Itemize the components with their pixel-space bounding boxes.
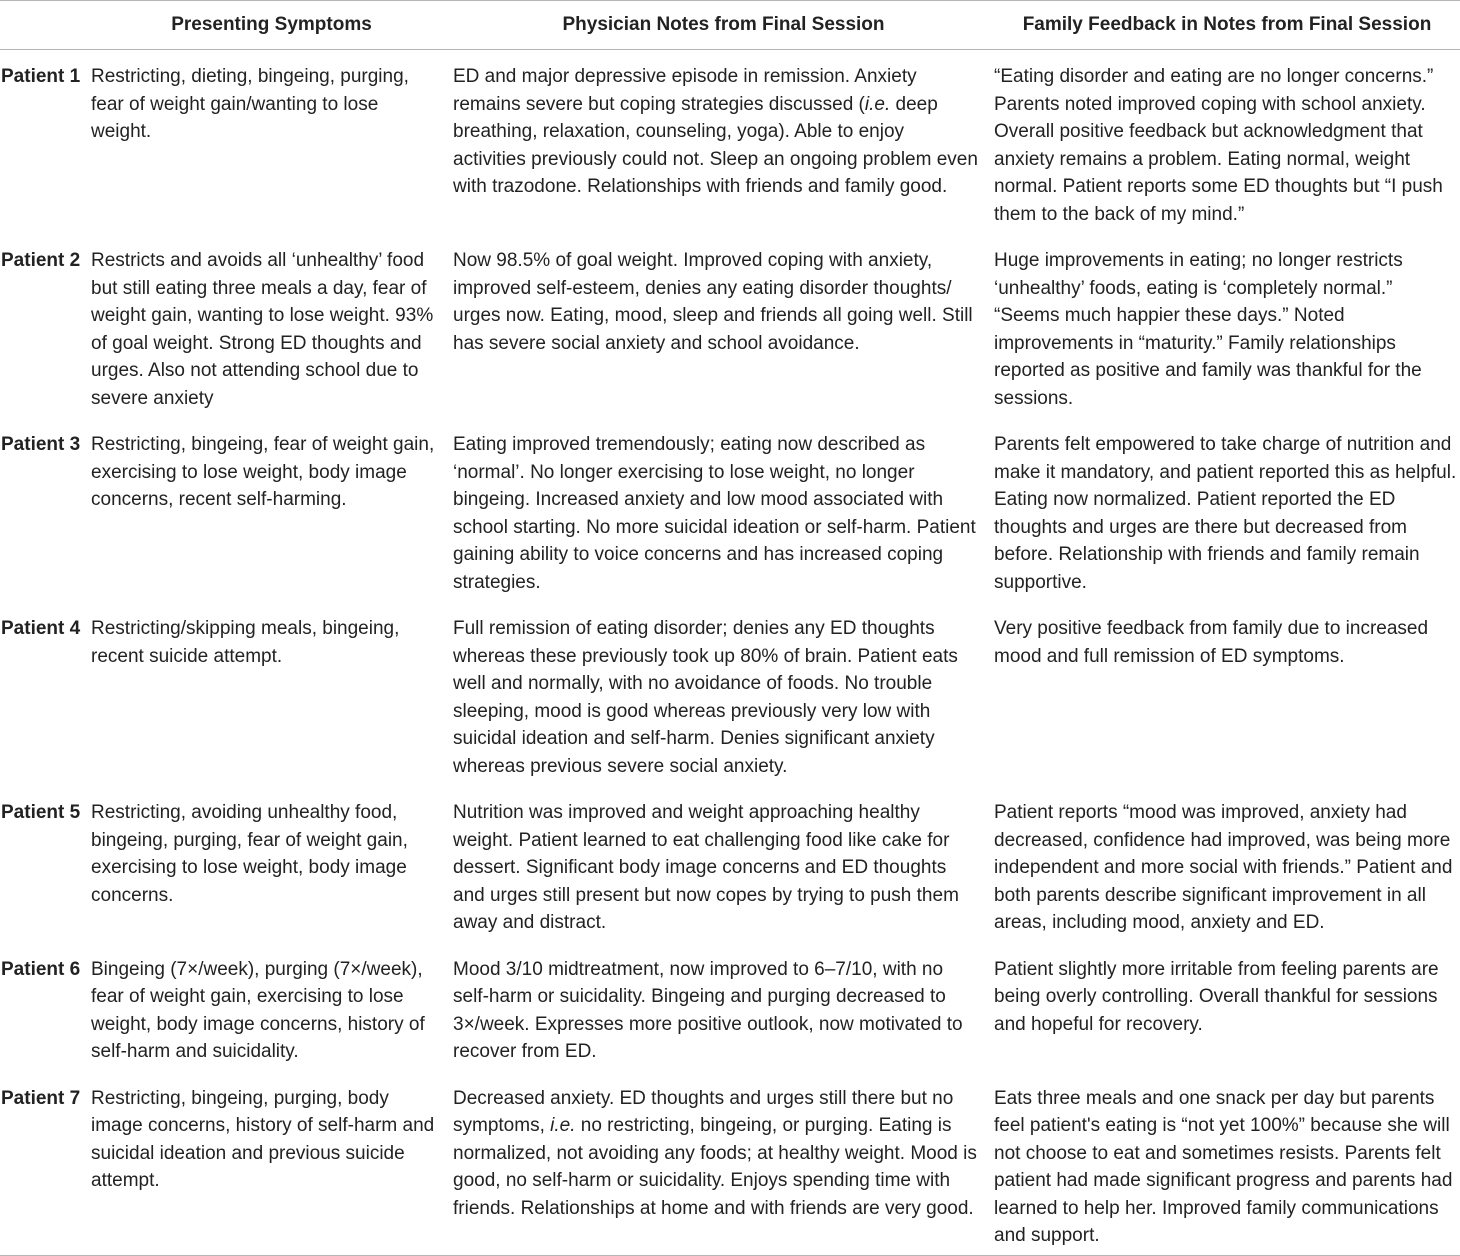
- table-row: [0, 417, 1460, 601]
- presenting-symptoms-cell: Restricts and avoids all ‘unhealthy’ food but still eating three meals a day, fear of weight gain, wanting to lose weight. 93% of goal weight. Strong ED thoughts and urges. Also not attending school due to severe anxiety: [91, 250, 434, 409]
- patient-label: Patient 7: [1, 1087, 81, 1109]
- physician-notes-text-end: no restricting, bingeing, or purging. Eating is normalized, not avoiding any foods; at healthy weight. Mood is good, no self-harm or suicidality. Enjoys spending time with friends. Relationships at home and with friends are very good.: [453, 1115, 977, 1219]
- table-row: [0, 601, 1460, 785]
- physician-notes-cell: [453, 233, 994, 417]
- table-row: [0, 50, 1460, 234]
- table-body: [0, 50, 1460, 1256]
- physician-notes-cell: [453, 601, 994, 785]
- physician-notes-cell: [453, 50, 994, 234]
- header-physician-notes: Physician Notes from Final Session: [562, 14, 885, 35]
- physician-notes-text: Mood 3/10 midtreatment, now improved to 6–7/10, with no self-harm or suicidality. Bingeing and purging decreased to 3×/week. Expresses more positive outlook, now motivated to recover from ED.: [453, 958, 963, 1062]
- patient-label: Patient 3: [1, 434, 81, 455]
- physician-notes-text-end: deep breathing, relaxation, counseling, yoga). Able to enjoy activities previously could not. Sleep an ongoing problem even with trazodone. Relationships with friends and family good.: [453, 93, 978, 197]
- physician-notes-cell: [453, 417, 994, 601]
- family-feedback-cell: Patient reports “mood was improved, anxiety had decreased, confidence had improved, was being more independent and more social with friends.” Patient and both parents describe significant improvement in all areas, including mood, anxiety and ED.: [994, 802, 1453, 933]
- physician-notes-text: Decreased anxiety. ED thoughts and urges still there but no symptoms,: [453, 1087, 954, 1136]
- header-row: [0, 1, 1460, 50]
- table-header: [0, 1, 1460, 50]
- table-row: [0, 233, 1460, 417]
- patient-label: Patient 4: [1, 618, 81, 639]
- physician-notes-italic: i.e.: [864, 93, 891, 115]
- presenting-symptoms-cell: Restricting, dieting, bingeing, purging, fear of weight gain/wanting to lose weight.: [91, 66, 409, 142]
- physician-notes-text: Full remission of eating disorder; denies any ED thoughts whereas these previously took up 80% of brain. Patient eats well and normally, with no avoidance of foods. No trouble sleeping, mood is good whereas previously very low with suicidal ideation and self-harm. Denies significant anxiety whereas previous severe social anxiety.: [453, 618, 958, 777]
- physician-notes-text: Now 98.5% of goal weight. Improved coping with anxiety, improved self-esteem, denies any eating disorder thoughts/ urges now. Eating, mood, sleep and friends all going well. Still has severe social anxiety and school avoidance.: [453, 250, 973, 354]
- patient-label: Patient 5: [1, 802, 81, 823]
- patient-label: Patient 6: [1, 958, 81, 980]
- physician-notes-italic: i.e.: [550, 1115, 576, 1136]
- presenting-symptoms-cell: Restricting, bingeing, purging, body image concerns, history of self-harm and suicidal ideation and previous suicide attempt.: [91, 1087, 435, 1191]
- header-presenting-symptoms: Presenting Symptoms: [171, 14, 372, 35]
- presenting-symptoms-cell: Restricting, avoiding unhealthy food, bingeing, purging, fear of weight gain, exercising to lose weight, body image concerns.: [91, 802, 408, 906]
- physician-notes-cell: [453, 942, 994, 1071]
- physician-notes-cell: [453, 1071, 994, 1256]
- physician-notes-text: ED and major depressive episode in remission. Anxiety remains severe but coping strategies discussed (: [453, 66, 917, 115]
- physician-notes-text: Nutrition was improved and weight approaching healthy weight. Patient learned to eat challenging food like cake for dessert. Significant body image concerns and ED thoughts and urges still present but now copes by trying to push them away and distract.: [453, 802, 959, 933]
- physician-notes-text: Eating improved tremendously; eating now described as ‘normal’. No longer exercising to lose weight, no longer bingeing. Increased anxiety and low mood associated with school starting. No more suicidal ideation or self-harm. Patient gaining ability to voice concerns and has increased coping strategies.: [453, 434, 976, 593]
- presenting-symptoms-cell: Restricting, bingeing, fear of weight gain, exercising to lose weight, body image concerns, recent self-harming.: [91, 434, 435, 510]
- family-feedback-cell: Eats three meals and one snack per day but parents feel patient's eating is “not yet 100%” because she will not choose to eat and sometimes resists. Parents felt patient had made significant progress and parents had learned to help her. Improved family communications and support.: [994, 1087, 1453, 1246]
- table-row: [0, 1071, 1460, 1256]
- table-row: [0, 942, 1460, 1071]
- physician-notes-cell: [453, 785, 994, 942]
- table-row: [0, 785, 1460, 942]
- family-feedback-cell: Huge improvements in eating; no longer restricts ‘unhealthy’ foods, eating is ‘completely normal.” “Seems much happier these days.” Noted improvements in “maturity.” Family relationships reported as positive and family was thankful for the sessions.: [994, 250, 1422, 409]
- family-feedback-cell: “Eating disorder and eating are no longer concerns.” Parents noted improved coping with school anxiety. Overall positive feedback but acknowledgment that anxiety remains a problem. Eating normal, weight normal. Patient reports some ED thoughts but “I push them to the back of my mind.”: [994, 66, 1443, 225]
- header-patient: [0, 1, 90, 50]
- header-family-feedback: Family Feedback in Notes from Final Session: [1022, 14, 1432, 35]
- presenting-symptoms-cell: Bingeing (7×/week), purging (7×/week), fear of weight gain, exercising to lose weight, body image concerns, history of self-harm and suicidality.: [91, 958, 425, 1062]
- family-feedback-cell: Patient slightly more irritable from feeling parents are being overly controlling. Overall thankful for sessions and hopeful for recovery.: [994, 958, 1439, 1035]
- patient-label: Patient 2: [1, 250, 81, 271]
- family-feedback-cell: Parents felt empowered to take charge of nutrition and make it mandatory, and patient reported this as helpful. Eating now normalized. Patient reported the ED thoughts and urges are there but decreased from before. Relationship with friends and family remain supportive.: [994, 434, 1457, 593]
- family-feedback-cell: Very positive feedback from family due to increased mood and full remission of ED symptoms.: [994, 618, 1429, 667]
- patient-label: Patient 1: [1, 66, 81, 87]
- presenting-symptoms-cell: Restricting/skipping meals, bingeing, recent suicide attempt.: [91, 618, 400, 667]
